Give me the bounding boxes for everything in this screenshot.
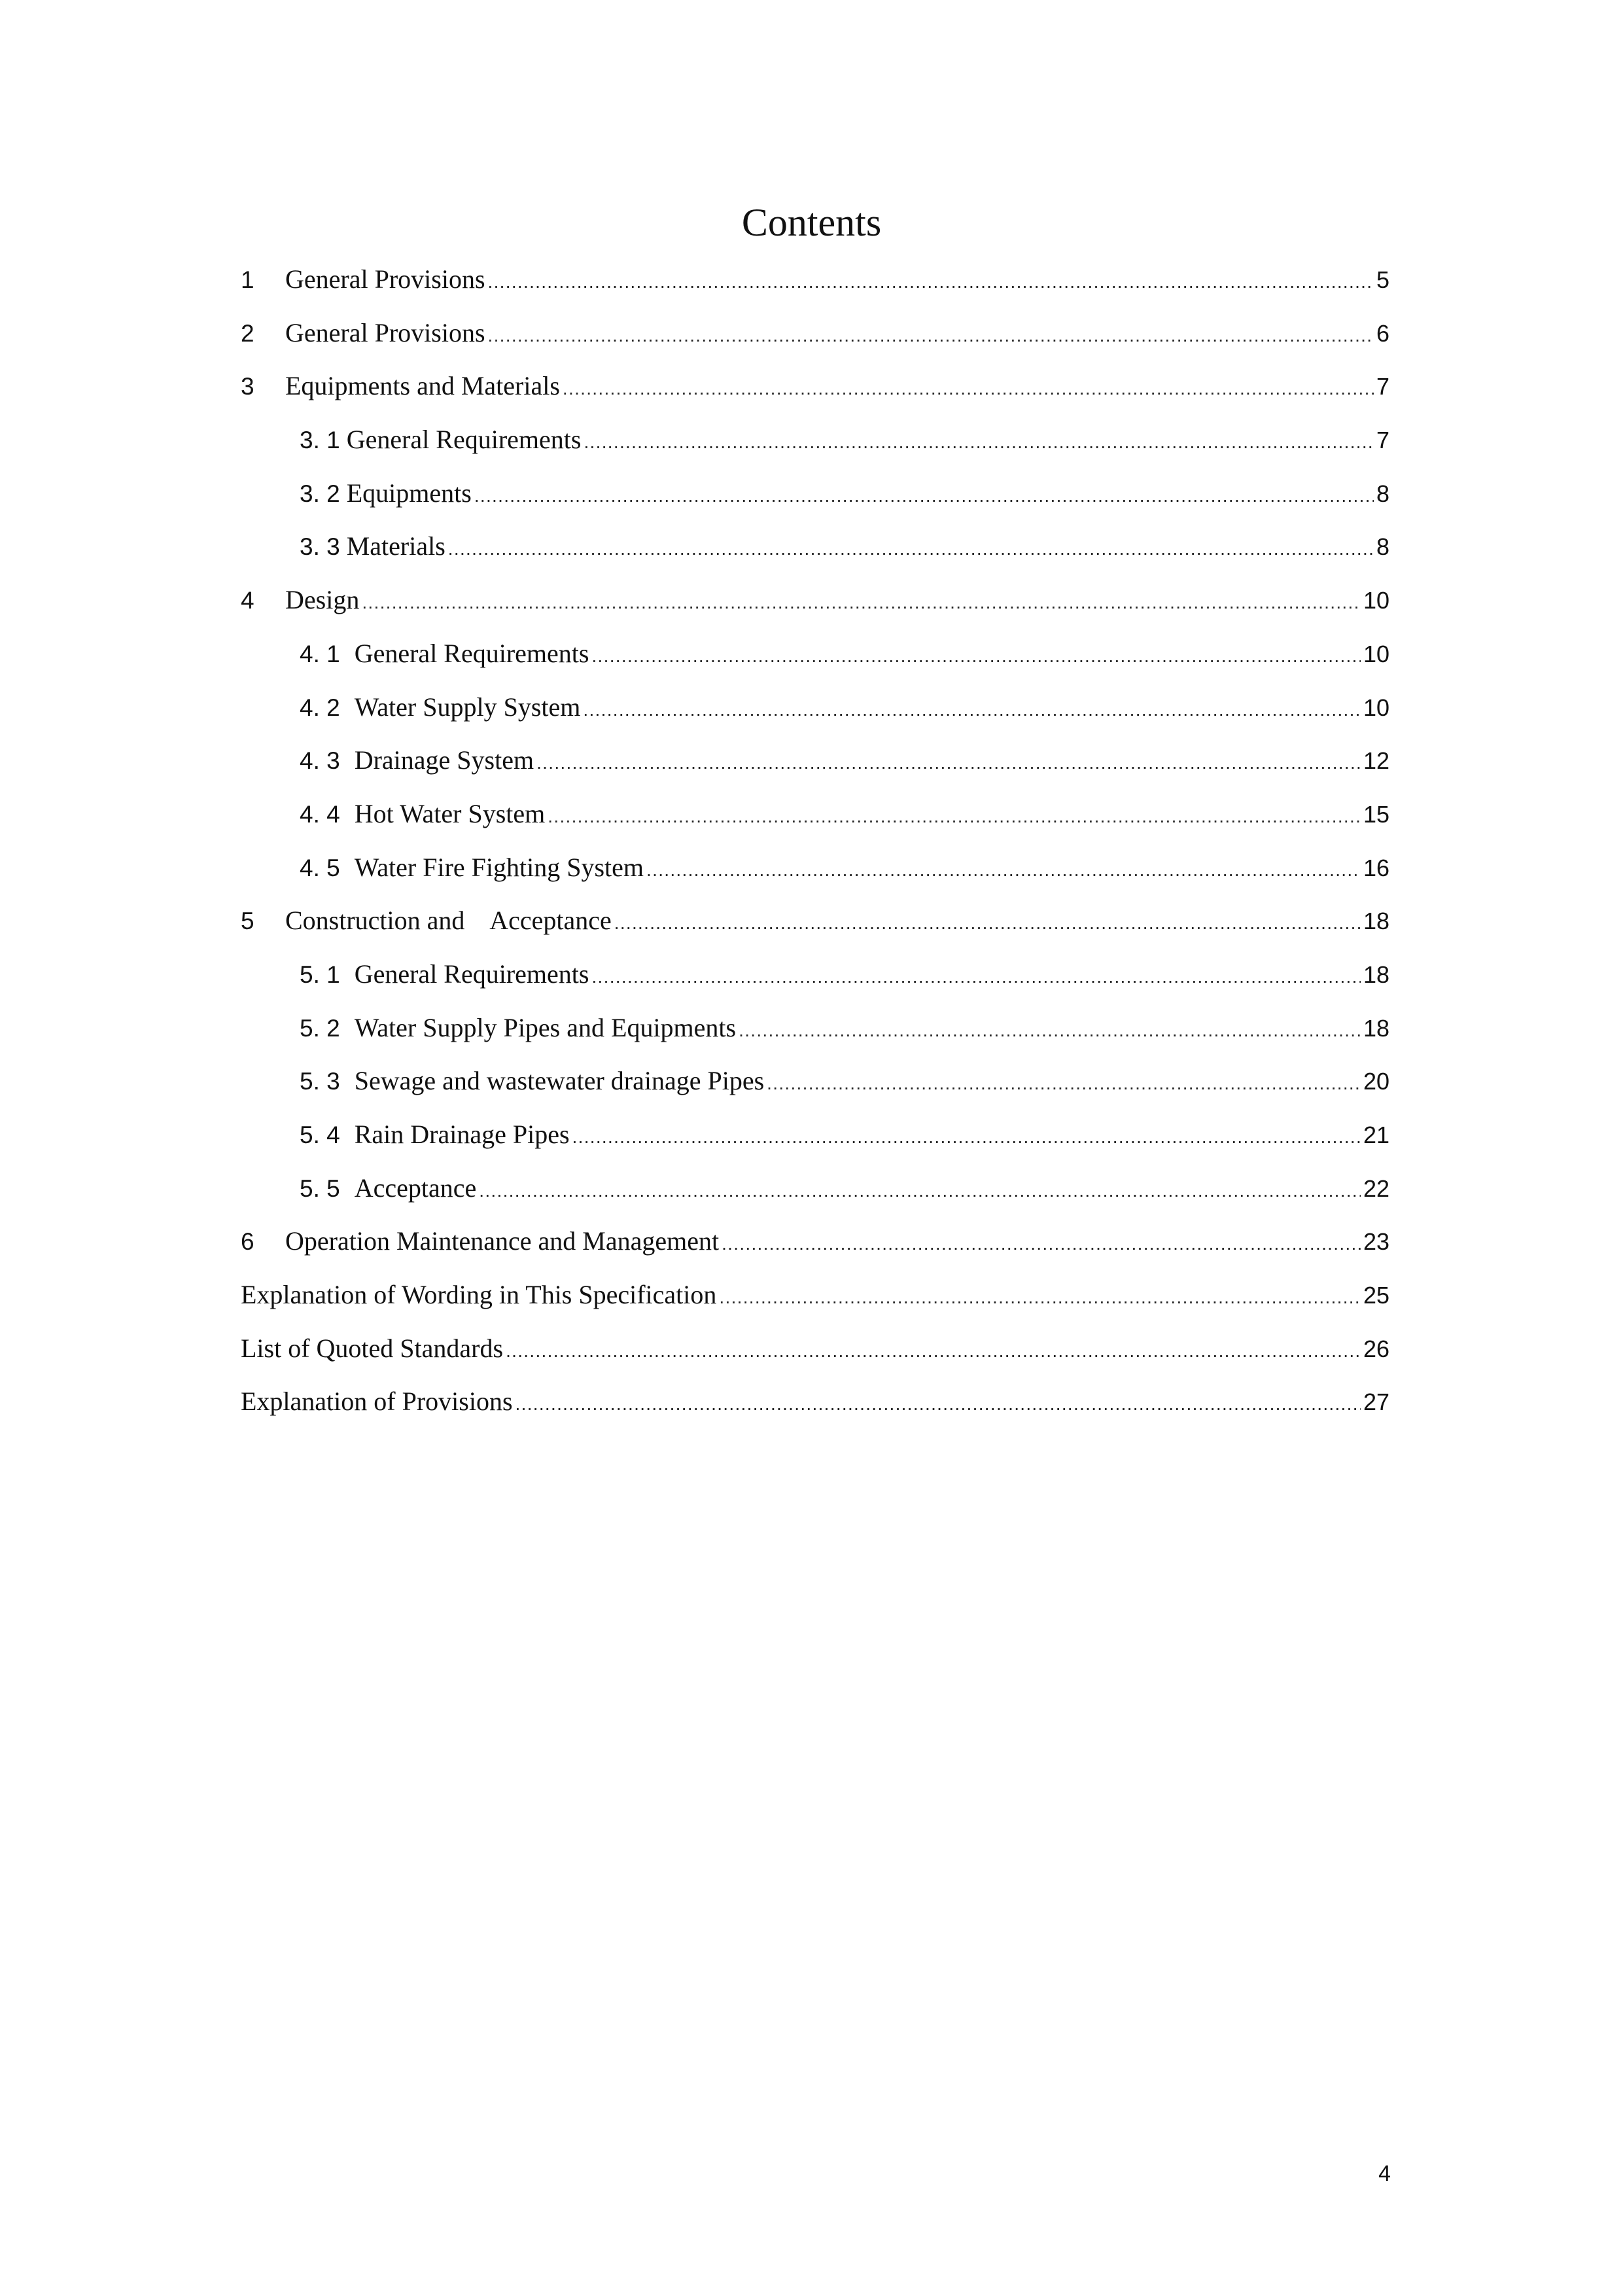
toc-entry-page: 27 [1363, 1388, 1389, 1416]
toc-entry-page: 18 [1363, 908, 1389, 935]
toc-leader-dots [591, 629, 1360, 683]
toc-entry-4-2[interactable] [241, 680, 1389, 734]
toc-leader-dots [591, 950, 1360, 1004]
toc-leader-dots [448, 522, 1374, 576]
toc-entry-page: 15 [1363, 800, 1389, 828]
toc-entry-quoted-standards[interactable] [241, 1322, 1389, 1375]
toc-entry-page: 8 [1376, 480, 1389, 507]
toc-entry-5-5[interactable] [241, 1161, 1389, 1215]
toc-entry-page: 6 [1376, 319, 1389, 347]
toc-entry-page: 12 [1363, 747, 1389, 775]
toc-entry-4-4[interactable] [241, 787, 1389, 841]
toc-entry-number: 2 [241, 319, 254, 347]
toc-entry-number: 4. 4 [300, 800, 340, 828]
toc-entry-label: General Provisions [285, 264, 485, 294]
table-of-contents [241, 253, 1389, 1428]
toc-entry-page: 10 [1363, 587, 1389, 614]
toc-entry-3[interactable] [241, 359, 1389, 413]
toc-entry-5[interactable] [241, 894, 1389, 947]
toc-entry-page: 18 [1363, 1014, 1389, 1042]
toc-entry-label: Construction and Acceptance [285, 906, 612, 936]
toc-entry-label: Hot Water System [354, 798, 546, 828]
toc-entry-explanation-of-provisions[interactable] [241, 1375, 1389, 1428]
toc-entry-5-1[interactable] [241, 947, 1389, 1001]
toc-leader-dots [479, 1164, 1361, 1218]
toc-entry-number: 5. 4 [300, 1122, 340, 1148]
toc-entry-label: Acceptance [354, 1173, 477, 1203]
toc-entry-page: 20 [1363, 1068, 1389, 1095]
toc-entry-label: Sewage and wastewater drainage Pipes [354, 1066, 765, 1096]
toc-entry-number: 5 [241, 908, 254, 935]
toc-entry-label: Materials [346, 531, 445, 561]
toc-leader-dots [767, 1057, 1361, 1110]
toc-entry-label: Operation Maintenance and Management [285, 1226, 720, 1256]
toc-entry-page: 5 [1376, 266, 1389, 293]
toc-entry-number: 3. 1 [300, 427, 340, 454]
toc-entry-3-3[interactable] [241, 520, 1389, 573]
toc-leader-dots [722, 1217, 1361, 1271]
toc-leader-dots [474, 469, 1374, 523]
toc-leader-dots [488, 309, 1374, 362]
toc-leader-dots [506, 1324, 1361, 1378]
toc-entry-5-3[interactable] [241, 1054, 1389, 1108]
toc-entry-number: 3 [241, 373, 254, 400]
toc-entry-label: General Requirements [354, 638, 589, 668]
toc-leader-dots [548, 790, 1361, 843]
toc-entry-number: 1 [241, 266, 254, 293]
toc-entry-number: 5. 2 [300, 1014, 340, 1042]
toc-entry-number: 4. 2 [300, 694, 340, 721]
toc-entry-number: 5. 5 [300, 1174, 340, 1202]
page-number: 4 [1378, 2161, 1391, 2186]
toc-entry-4[interactable] [241, 573, 1389, 627]
toc-entry-label: Design [285, 585, 360, 615]
toc-entry-label: Rain Drainage Pipes [354, 1120, 570, 1149]
toc-entry-label: Explanation of Wording in This Specification [241, 1280, 717, 1310]
toc-entry-page: 10 [1363, 694, 1389, 721]
toc-entry-3-2[interactable] [241, 467, 1389, 520]
toc-leader-dots [488, 255, 1374, 309]
toc-leader-dots [563, 362, 1374, 415]
toc-entry-page: 22 [1363, 1174, 1389, 1202]
toc-entry-number: 4 [241, 587, 254, 614]
toc-entry-page: 21 [1363, 1122, 1389, 1148]
toc-entry-page: 10 [1363, 640, 1389, 667]
toc-entry-page: 25 [1363, 1282, 1389, 1309]
toc-leader-dots [646, 843, 1361, 897]
toc-leader-dots [719, 1271, 1361, 1324]
toc-leader-dots [739, 1004, 1361, 1057]
toc-entry-number: 5. 1 [300, 961, 340, 988]
toc-entry-label: General Provisions [285, 317, 485, 347]
toc-entry-label: List of Quoted Standards [241, 1333, 504, 1363]
toc-entry-5-4[interactable] [241, 1108, 1389, 1161]
toc-entry-number: 3. 2 [300, 480, 340, 507]
toc-entry-number: 4. 3 [300, 747, 340, 775]
toc-entry-explanation-of-wording[interactable] [241, 1268, 1389, 1322]
toc-entry-4-3[interactable] [241, 733, 1389, 787]
toc-entry-6[interactable] [241, 1214, 1389, 1268]
toc-entry-label: Drainage System [354, 745, 534, 775]
toc-leader-dots [572, 1110, 1361, 1164]
toc-leader-dots [583, 683, 1361, 737]
toc-entry-1[interactable] [241, 253, 1389, 306]
toc-entry-label: Water Supply System [354, 692, 581, 722]
toc-leader-dots [584, 415, 1374, 469]
toc-entry-page: 7 [1376, 373, 1389, 400]
toc-entry-label: Explanation of Provisions [241, 1386, 513, 1417]
toc-entry-page: 8 [1376, 533, 1389, 561]
toc-entry-label: Equipments and Materials [285, 371, 560, 401]
toc-entry-page: 26 [1363, 1335, 1389, 1362]
toc-entry-label: General Requirements [346, 425, 582, 455]
toc-entry-4-5[interactable] [241, 841, 1389, 894]
toc-leader-dots [362, 576, 1361, 629]
toc-leader-dots [515, 1377, 1361, 1431]
toc-entry-number: 4. 1 [300, 640, 340, 667]
page-title: Contents [741, 201, 882, 244]
toc-entry-page: 23 [1363, 1228, 1389, 1256]
toc-entry-label: Water Fire Fighting System [354, 852, 644, 882]
toc-entry-4-1[interactable] [241, 627, 1389, 680]
toc-entry-page: 7 [1376, 427, 1389, 454]
toc-entry-number: 5. 3 [300, 1068, 340, 1095]
toc-entry-page: 18 [1363, 961, 1389, 988]
toc-entry-number: 3. 3 [300, 533, 340, 561]
toc-leader-dots [614, 896, 1361, 950]
toc-entry-2[interactable] [241, 306, 1389, 360]
toc-entry-number: 6 [241, 1228, 254, 1256]
toc-entry-3-1[interactable] [241, 413, 1389, 467]
toc-entry-label: Equipments [346, 478, 472, 508]
toc-entry-number: 4. 5 [300, 854, 340, 881]
toc-leader-dots [536, 736, 1361, 790]
toc-entry-page: 16 [1363, 854, 1389, 881]
toc-entry-label: General Requirements [354, 959, 589, 989]
toc-entry-label: Water Supply Pipes and Equipments [354, 1012, 737, 1042]
toc-entry-5-2[interactable] [241, 1001, 1389, 1055]
